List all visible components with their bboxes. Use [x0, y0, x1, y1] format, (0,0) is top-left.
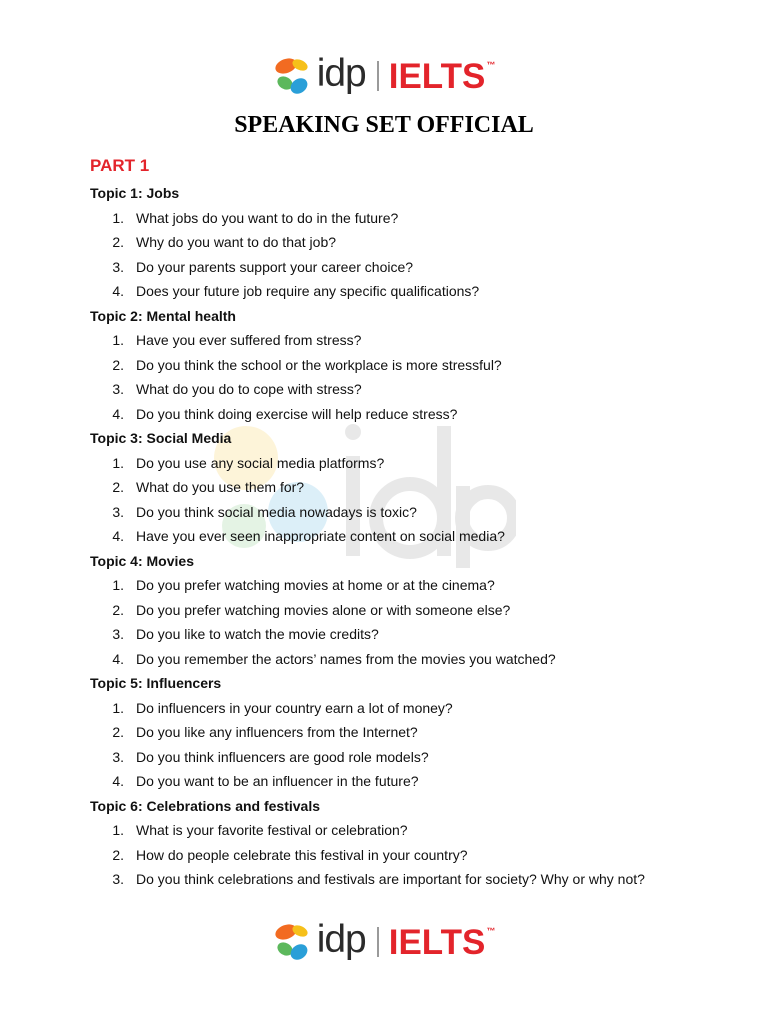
- question-number: 4.: [112, 650, 124, 667]
- question-number: 1.: [112, 332, 124, 348]
- question-item: [90, 647, 730, 672]
- question-text: Do influencers in your country earn a lot of money?: [136, 699, 453, 716]
- question-number: 3.: [112, 748, 124, 765]
- question-number: 4.: [112, 283, 124, 299]
- question-item: [90, 500, 730, 525]
- trademark-symbol: ™: [486, 60, 496, 70]
- topic-section: [90, 426, 730, 549]
- question-number: 2.: [112, 234, 124, 250]
- question-item: [90, 206, 730, 231]
- question-sections: [90, 181, 730, 892]
- topic-title: Topic 3: Social Media: [90, 430, 232, 446]
- question-number: 2.: [112, 724, 124, 740]
- trademark-symbol: ™: [486, 926, 496, 936]
- question-item: [90, 377, 730, 402]
- question-number: 1.: [112, 822, 124, 838]
- question-item: [90, 255, 730, 280]
- question-item: [90, 353, 730, 378]
- question-text: Do you want to be an influencer in the future?: [136, 773, 419, 789]
- question-text: Do you prefer watching movies alone or with someone else?: [136, 601, 511, 618]
- topic-title: Topic 2: Mental health: [90, 307, 236, 324]
- question-number: 1.: [112, 454, 124, 471]
- question-item: [90, 328, 730, 353]
- question-item: [90, 622, 730, 647]
- petal-blue: [287, 75, 310, 97]
- question-text: Have you ever seen inappropriate content on social media?: [136, 528, 505, 544]
- question-list: [90, 573, 730, 671]
- question-item: [90, 230, 730, 255]
- question-list: [90, 451, 730, 549]
- question-text: Does your future job require any specific qualifications?: [136, 283, 480, 299]
- question-text: Do you prefer watching movies at home or at the cinema?: [136, 577, 495, 593]
- question-number: 4.: [112, 528, 124, 544]
- question-number: 1.: [112, 699, 124, 716]
- petal-blue: [287, 941, 310, 963]
- footer-logo: [0, 917, 768, 967]
- part-heading: PART 1: [90, 156, 150, 175]
- question-item: [90, 843, 730, 868]
- question-text: How do people celebrate this festival in your country?: [136, 846, 468, 863]
- question-item: [90, 769, 730, 794]
- topic-title: Topic 1: Jobs: [90, 185, 180, 201]
- question-item: [90, 745, 730, 770]
- question-list: [90, 206, 730, 304]
- question-number: 2.: [112, 479, 124, 495]
- question-item: [90, 279, 730, 304]
- question-text: Do you like to watch the movie credits?: [136, 626, 379, 642]
- question-list: [90, 818, 730, 892]
- question-item: [90, 720, 730, 745]
- topic-title: Topic 6: Celebrations and festivals: [90, 797, 321, 814]
- question-text: Do you think doing exercise will help reduce stress?: [136, 405, 458, 422]
- question-text: Do you remember the actors’ names from the movies you watched?: [136, 650, 556, 667]
- question-item: [90, 402, 730, 427]
- question-number: 4.: [112, 405, 124, 422]
- question-number: 4.: [112, 773, 124, 789]
- idp-petal-logo-icon: [273, 55, 313, 97]
- ielts-wordmark: IELTS: [388, 56, 486, 96]
- idp-wordmark: idp: [316, 917, 366, 961]
- ielts-wordmark: IELTS: [388, 922, 486, 962]
- question-text: What jobs do you want to do in the future?: [136, 209, 399, 226]
- question-list: [90, 328, 730, 426]
- question-item: [90, 818, 730, 843]
- document-title: SPEAKING SET OFFICIAL: [234, 112, 534, 138]
- question-text: Do you think influencers are good role models?: [136, 748, 429, 765]
- question-number: 1.: [112, 209, 124, 226]
- question-number: 2.: [112, 356, 124, 373]
- question-text: Do you use any social media platforms?: [136, 454, 385, 471]
- question-number: 2.: [112, 601, 124, 618]
- question-item: [90, 573, 730, 598]
- question-item: [90, 598, 730, 623]
- question-number: 3.: [112, 258, 124, 275]
- question-text: Do your parents support your career choice?: [136, 258, 414, 275]
- question-item: [90, 524, 730, 549]
- question-item: [90, 867, 730, 892]
- idp-wordmark: idp: [316, 51, 366, 95]
- topic-section: [90, 671, 730, 794]
- question-number: 3.: [112, 626, 124, 642]
- question-text: Do you think social media nowadays is toxic?: [136, 503, 417, 520]
- topic-section: [90, 304, 730, 427]
- question-number: 2.: [112, 846, 124, 863]
- topic-title: Topic 5: Influencers: [90, 675, 222, 691]
- idp-petal-logo-icon: [273, 921, 313, 963]
- topic-section: [90, 181, 730, 304]
- question-text: What do you do to cope with stress?: [136, 381, 362, 397]
- question-number: 3.: [112, 871, 124, 887]
- question-text: Have you ever suffered from stress?: [136, 332, 362, 348]
- question-text: What do you use them for?: [136, 479, 305, 495]
- topic-section: [90, 549, 730, 672]
- question-text: Why do you want to do that job?: [136, 234, 337, 250]
- logo-divider: [377, 61, 379, 91]
- question-text: What is your favorite festival or celebration?: [136, 822, 408, 838]
- header-logo: [0, 51, 768, 101]
- topic-section: [90, 794, 730, 892]
- topic-title: Topic 4: Movies: [90, 552, 194, 569]
- question-text: Do you think celebrations and festivals are important for society? Why or why not?: [136, 871, 645, 887]
- question-number: 3.: [112, 381, 124, 397]
- question-number: 3.: [112, 503, 124, 520]
- question-text: Do you like any influencers from the Internet?: [136, 724, 418, 740]
- question-list: [90, 696, 730, 794]
- logo-divider: [377, 927, 379, 957]
- question-item: [90, 451, 730, 476]
- question-item: [90, 696, 730, 721]
- question-text: Do you think the school or the workplace is more stressful?: [136, 356, 502, 373]
- question-item: [90, 475, 730, 500]
- question-number: 1.: [112, 577, 124, 593]
